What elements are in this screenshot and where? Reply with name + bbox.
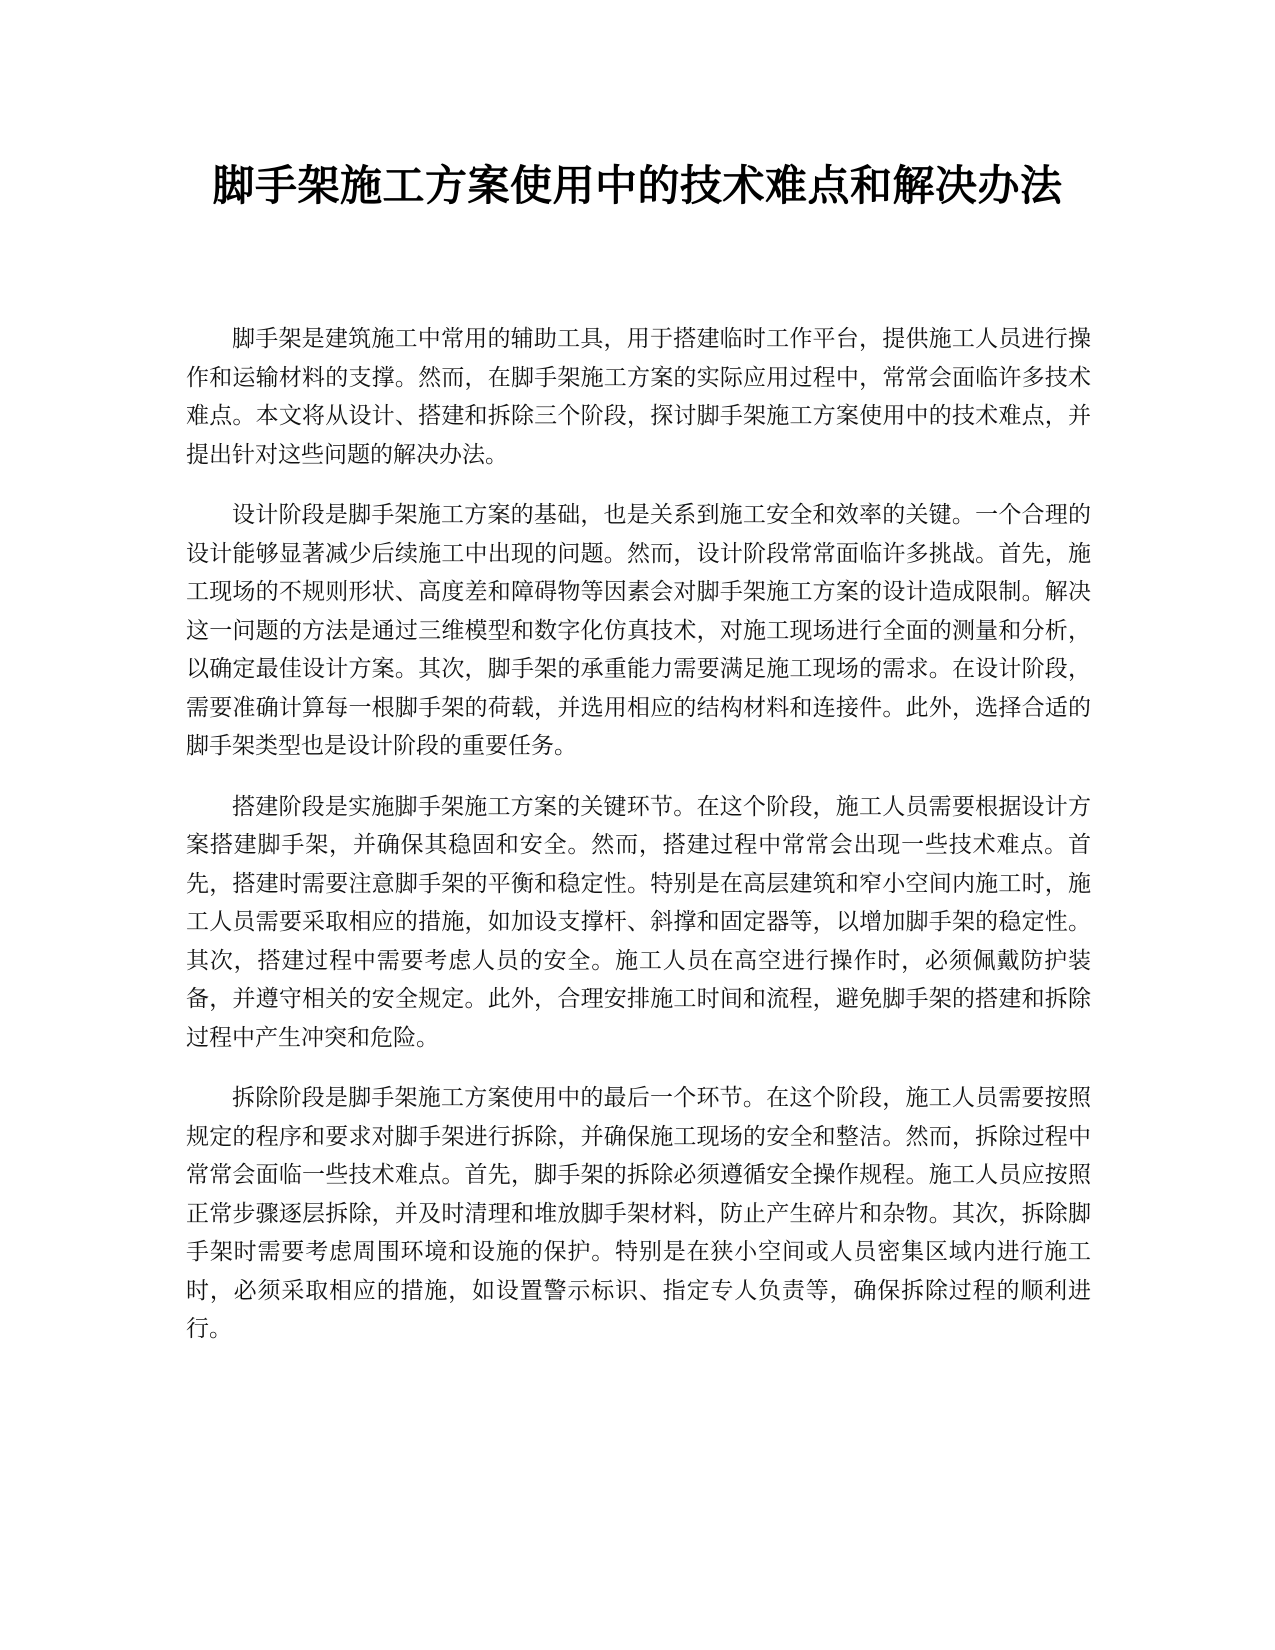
paragraph-design-stage: 设计阶段是脚手架施工方案的基础，也是关系到施工安全和效率的关键。一个合理的设计能够显著减少后续施工中出现的问题。然而，设计阶段常常面临许多挑战。首先，施工现场的不规则形状、高度差和障碍物等因素会对脚手架施工方案的设计造成限制。解决这一问题的方法是通过三维模型和数字化仿真技术，对施工现场进行全面的测量和分析，以确定最佳设计方案。其次，脚手架的承重能力需要满足施工现场的需求。在设计阶段，需要准确计算每一根脚手架的荷载，并选用相应的结构材料和连接件。此外，选择合适的脚手架类型也是设计阶段的重要任务。	[186, 502, 1091, 759]
document-title: 脚手架施工方案使用中的技术难点和解决办法	[212, 161, 1063, 210]
paragraph-erection-stage: 搭建阶段是实施脚手架施工方案的关键环节。在这个阶段，施工人员需要根据设计方案搭建脚手架，并确保其稳固和安全。然而，搭建过程中常常会出现一些技术难点。首先，搭建时需要注意脚手架的平衡和稳定性。特别是在高层建筑和窄小空间内施工时，施工人员需要采取相应的措施，如加设支撑杆、斜撑和固定器等，以增加脚手架的稳定性。其次，搭建过程中需要考虑人员的安全。施工人员在高空进行操作时，必须佩戴防护装备，并遵守相关的安全规定。此外，合理安排施工时间和流程，避免脚手架的搭建和拆除过程中产生冲突和危险。	[186, 793, 1091, 1051]
paragraph-intro: 脚手架是建筑施工中常用的辅助工具，用于搭建临时工作平台，提供施工人员进行操作和运输材料的支撑。然而，在脚手架施工方案的实际应用过程中，常常会面临许多技术难点。本文将从设计、搭建和拆除三个阶段，探讨脚手架施工方案使用中的技术难点，并提出针对这些问题的解决办法。	[186, 326, 1091, 468]
paragraph-dismantling-stage: 拆除阶段是脚手架施工方案使用中的最后一个环节。在这个阶段，施工人员需要按照规定的程序和要求对脚手架进行拆除，并确保施工现场的安全和整洁。然而，拆除过程中常常会面临一些技术难点。首先，脚手架的拆除必须遵循安全操作规程。施工人员应按照正常步骤逐层拆除，并及时清理和堆放脚手架材料，防止产生碎片和杂物。其次，拆除脚手架时需要考虑周围环境和设施的保护。特别是在狭小空间或人员密集区域内进行施工时，必须采取相应的措施，如设置警示标识、指定专人负责等，确保拆除过程的顺利进行。	[186, 1085, 1091, 1342]
document-body	[186, 320, 1091, 1371]
